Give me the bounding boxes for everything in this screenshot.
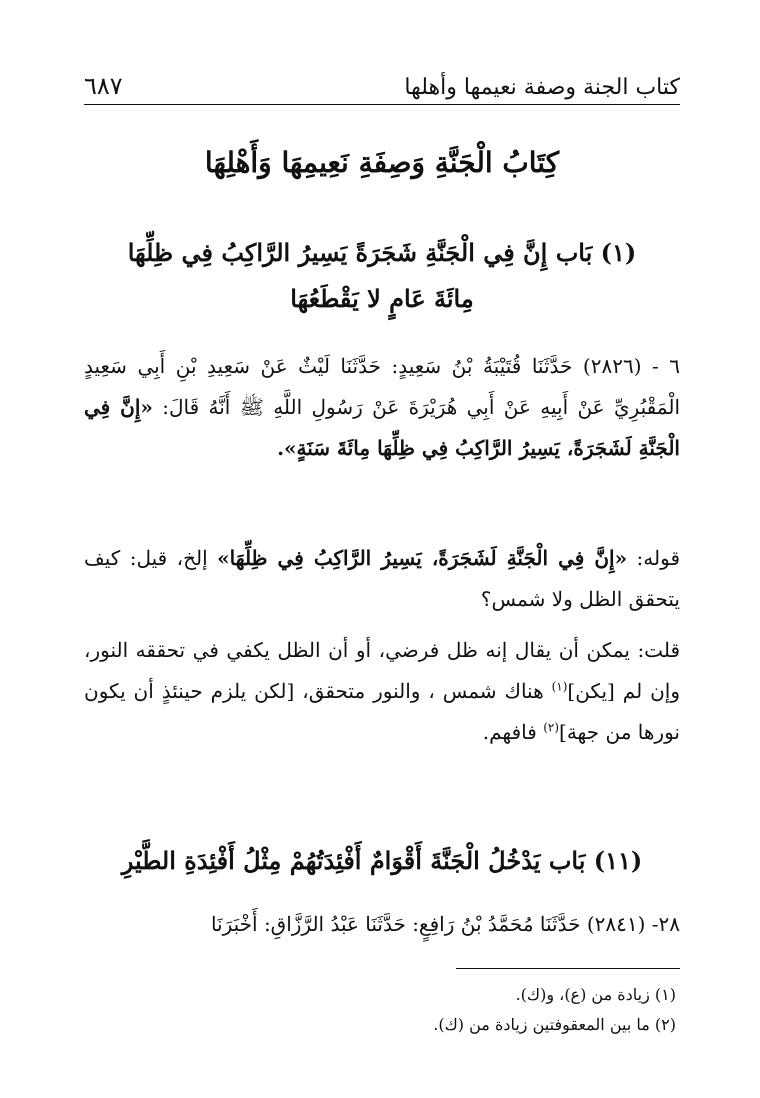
footnote-ref-1: (١) — [551, 679, 568, 694]
running-header-title: كتاب الجنة وصفة نعيمها وأهلها — [404, 75, 680, 100]
footnotes — [84, 980, 680, 1040]
footnote-1: (١) زيادة من (ع)، و(ك). — [515, 985, 676, 1004]
commentary-1-lead: قوله: — [627, 546, 681, 570]
hadith-1 — [84, 346, 704, 469]
chapter-heading-1-line-2: مِائَةَ عَامٍ لا يَقْطَعُهَا — [290, 284, 474, 313]
chapter-heading-1 — [84, 230, 680, 322]
footnote-2: (٢) ما بين المعقوفتين زيادة من (ك). — [433, 1015, 676, 1034]
commentary-1-quote: «إِنَّ فِي الْجَنَّةِ لَشَجَرَةً، يَسِيرُ الرَّاكِبُ فِي ظِلِّهَا» — [217, 546, 628, 570]
hadith-1-text: «إِنَّ فِي الْجَنَّةِ لَشَجَرَةً، يَسِيرُ الرَّاكِبُ فِي ظِلِّهَا مِائَةَ سَنَةٍ». — [84, 395, 680, 460]
hadith-2: ٢٨- (٢٨٤١) حَدَّثَنَا مُحَمَّدُ بْنُ رَافِعٍ: حَدَّثَنَا عَبْدُ الرَّزَّاقِ: أَخْبَرَنَا — [210, 912, 680, 936]
footnote-divider — [456, 968, 680, 969]
running-header — [84, 66, 680, 105]
commentary-1-rest: إلخ، قيل: كيف يتحقق الظل ولا شمس؟ — [84, 546, 680, 611]
page-number: ٦٨٧ — [84, 72, 123, 100]
commentary-2 — [84, 630, 704, 753]
commentary-1 — [84, 538, 704, 620]
commentary-2-part-3: فافهم. — [482, 720, 544, 744]
commentary-2-part-2: هناك شمس ، والنور متحقق، [لكن يلزم حينئذٍ أن يكون نورها من جهة] — [84, 679, 680, 744]
footnote-ref-2: (٢) — [543, 720, 560, 735]
chapter-heading-1-line-1: (١) بَاب إِنَّ فِي الْجَنَّةِ شَجَرَةً يَسِيرُ الرَّاكِبُ فِي ظِلِّهَا — [127, 238, 637, 267]
book-title: كِتَابُ الْجَنَّةِ وَصِفَةِ نَعِيمِهَا وَأَهْلِهَا — [204, 146, 560, 179]
chapter-heading-2 — [84, 838, 680, 884]
chapter-heading-2-line-1: (١١) بَاب يَدْخُلُ الْجَنَّةَ أَقْوَامٌ أَفْئِدَتُهُمْ مِثْلُ أَفْئِدَةِ الطَّيْرِ — [121, 846, 643, 875]
commentary-2-part-1: قلت: يمكن أن يقال إنه ظل فرضي، أو أن الظل يكفي في تحققه النور، وإن لم [يكن] — [84, 638, 680, 703]
hadith-1-chain: ٦ - (٢٨٢٦) حَدَّثَنَا قُتَيْبَةُ بْنُ سَعِيدٍ: حَدَّثَنَا لَيْثٌ عَنْ سَعِيدِ بْنِ أَبِي سَعِيدٍ الْمَقْبُرِيِّ عَنْ أَبِيهِ عَنْ أَبِي هُرَيْرَةَ عَنْ رَسُولِ اللَّهِ ﷺ أَنَّهُ قَالَ: — [84, 354, 681, 419]
